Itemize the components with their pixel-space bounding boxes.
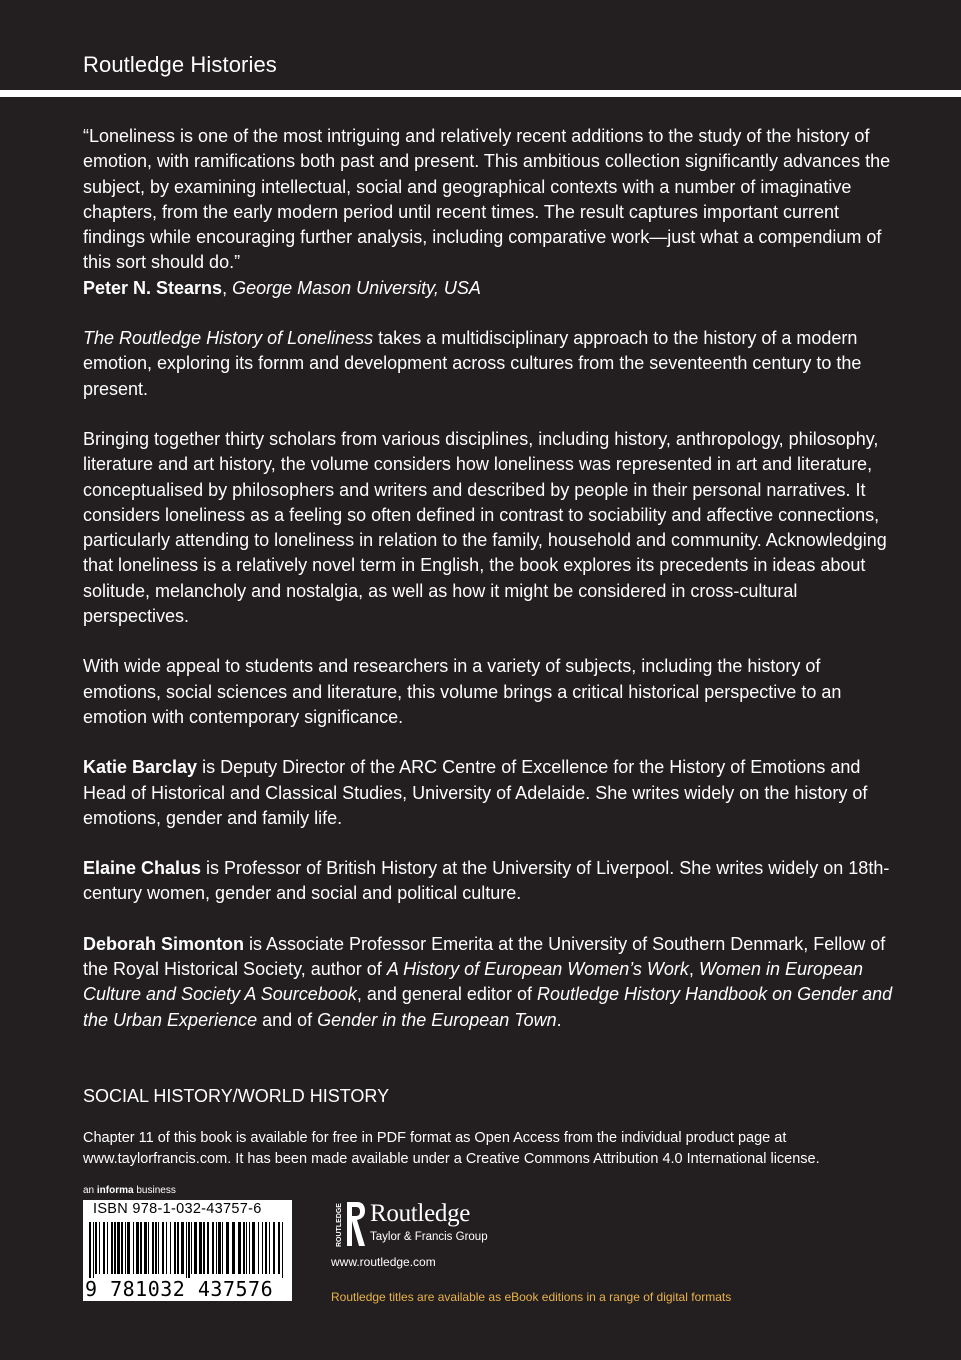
barcode-bar <box>117 1222 120 1274</box>
barcode-bar <box>125 1222 126 1274</box>
open-access-notice: Chapter 11 of this book is available for free in PDF format as Open Access from the individual product page at www.taylorfrancis.com. It has been made available under a Creative Commons Attribution 4.0 International license. <box>83 1130 820 1167</box>
barcode-bar <box>121 1222 123 1274</box>
barcode-bar <box>158 1222 159 1274</box>
header-divider <box>0 90 961 97</box>
barcode-bar <box>226 1222 229 1274</box>
barcode-bar <box>93 1222 94 1278</box>
isbn-label: ISBN 978-1-032-43757-6 <box>93 1201 262 1217</box>
work-title: Gender in the European Town <box>317 1009 557 1030</box>
barcode-bar <box>170 1222 171 1274</box>
barcode-number: 9 781032 437576 <box>85 1277 274 1301</box>
barcode-bar <box>103 1222 105 1274</box>
barcode-bar <box>177 1222 179 1274</box>
work-title: Routledge History Handbook on Gender and the Urban Experience <box>83 984 893 1030</box>
barcode-bar <box>252 1222 255 1274</box>
barcode-bar <box>186 1222 187 1278</box>
barcode-bar <box>222 1222 223 1274</box>
routledge-vertical-wordmark <box>330 1200 344 1248</box>
description-paragraph-3: With wide appeal to students and researchers in a variety of subjects, including the history of emotions, social sciences and literature, this volume brings a critical historical perspective to an emotion with contemporary significance. <box>83 656 842 727</box>
endorser-affiliation: George Mason University, USA <box>232 277 481 298</box>
publisher-logo <box>330 1200 590 1250</box>
editor-name: Elaine Chalus <box>83 858 202 879</box>
barcode-bar <box>207 1222 209 1274</box>
barcode-bar <box>144 1222 147 1274</box>
editor-bio: Elaine Chalus is Professor of British History at the University of Liverpool. She writes widely on 18th-century women, gender and social and political culture. <box>83 858 890 904</box>
barcode-bar <box>148 1222 149 1274</box>
barcode-bar <box>216 1222 217 1274</box>
barcode-bar <box>181 1222 184 1274</box>
barcode-bar <box>162 1222 164 1274</box>
book-title: The Routledge History of Loneliness <box>83 328 374 349</box>
barcode-bar <box>269 1222 270 1274</box>
barcode-bar <box>155 1222 157 1274</box>
barcode-bar <box>194 1222 197 1274</box>
work-title: A History of European Women’s Work <box>386 959 689 980</box>
barcode-bar <box>265 1222 267 1274</box>
barcode-bar <box>107 1222 108 1274</box>
barcode-bar <box>203 1222 205 1274</box>
barcode-bar <box>199 1222 202 1274</box>
barcode-bar <box>249 1222 250 1274</box>
publisher-name: Routledge <box>370 1200 471 1227</box>
barcode-bar <box>188 1222 190 1278</box>
barcode-bar <box>262 1222 263 1274</box>
barcode-bar <box>243 1222 245 1274</box>
barcode-bar <box>89 1222 91 1278</box>
barcode-bar <box>218 1222 221 1274</box>
ebook-note: Routledge titles are available as eBook editions in a range of digital formats <box>331 1290 732 1304</box>
endorsement-quote: “Loneliness is one of the most intriguing and relatively recent additions to the study of the history of emotion, with ramifications both past and present. This ambitious collection significantly advances the subject, by examining intellectual, social and geographical contexts with a number of imaginative chapters, from the early modern period until recent times. The result captures important current findings while encouraging further analysis, including comparative work—just what a compendium of this sort should do.” <box>83 126 891 273</box>
barcode-bars <box>83 1222 292 1280</box>
barcode-bar <box>114 1222 116 1274</box>
editor-bio: Deborah Simonton is Associate Professor Emerita at the University of Southern Denmark, Fellow of the Royal Historical Society, author of A History of European Women’s Work, Women in European Culture and Society A Sourcebook, and general editor of Routledge History Handbook on Gender and the Urban Experience and of Gender in the European Town. <box>83 933 893 1030</box>
endorser-name: Peter N. Stearns <box>83 277 223 298</box>
barcode-bar <box>238 1222 241 1274</box>
barcode-bar <box>232 1222 235 1274</box>
barcode-bar <box>166 1222 167 1274</box>
barcode-bar <box>133 1222 134 1274</box>
svg-text:ROUTLEDGE: ROUTLEDGE <box>336 1203 343 1247</box>
barcode-bar <box>246 1222 247 1274</box>
subject-category: SOCIAL HISTORY/WORLD HISTORY <box>83 1086 390 1106</box>
barcode-bar <box>191 1222 192 1274</box>
routledge-r-icon <box>344 1200 366 1248</box>
barcode-bar <box>282 1222 283 1278</box>
endorsement-attribution: Peter N. Stearns, George Mason University, USA <box>83 277 481 298</box>
description-paragraph-2: Bringing together thirty scholars from various disciplines, including history, anthropology, philosophy, literature and art history, the volume considers how loneliness was represented in art and literature, conceptualised by philosophers and writers and described by people in their personal narratives. It considers loneliness as a feeling so often defined in contrast to sociability and affective connections, particularly attending to loneliness in relation to the family, household and community. Acknowledging that loneliness is a relatively novel term in English, the book explores its precedents in ideas about solitude, melancholy and nostalgia, as well as how it might be considered in cross-cultural perspectives. <box>83 428 887 627</box>
publisher-group: Taylor & Francis Group <box>370 1231 488 1243</box>
barcode-bar <box>258 1222 259 1274</box>
back-cover-text <box>83 124 898 1033</box>
informa-tagline: an informa business <box>83 1185 176 1196</box>
isbn-barcode <box>83 1200 292 1301</box>
barcode-bar <box>273 1222 275 1274</box>
barcode-bar <box>95 1222 97 1274</box>
barcode-bar <box>140 1222 142 1274</box>
barcode-bar <box>111 1222 113 1274</box>
barcode-bar <box>152 1222 154 1274</box>
barcode-bar <box>278 1222 280 1274</box>
barcode-bar <box>174 1222 176 1274</box>
barcode-bar <box>99 1222 100 1274</box>
barcode-bar <box>212 1222 214 1274</box>
editor-name: Deborah Simonton <box>83 933 244 954</box>
publisher-website: www.routledge.com <box>331 1255 436 1269</box>
description-paragraph-1: The Routledge History of Loneliness takes a multidisciplinary approach to the history of a modern emotion, exploring its fornm and development across cultures from the seventeenth century to the present. <box>83 328 862 399</box>
work-title: Women in European Culture and Society A Sourcebook <box>83 959 864 1005</box>
series-title: Routledge Histories <box>83 52 277 77</box>
editor-name: Katie Barclay <box>83 757 198 778</box>
barcode-bar <box>127 1222 130 1274</box>
editor-bio: Katie Barclay is Deputy Director of the ARC Centre of Excellence for the History of Emotions and Head of Historical and Classical Studies, University of Adelaide. She writes widely on the history of emotions, gender and family life. <box>83 757 868 828</box>
barcode-bar <box>136 1222 139 1274</box>
